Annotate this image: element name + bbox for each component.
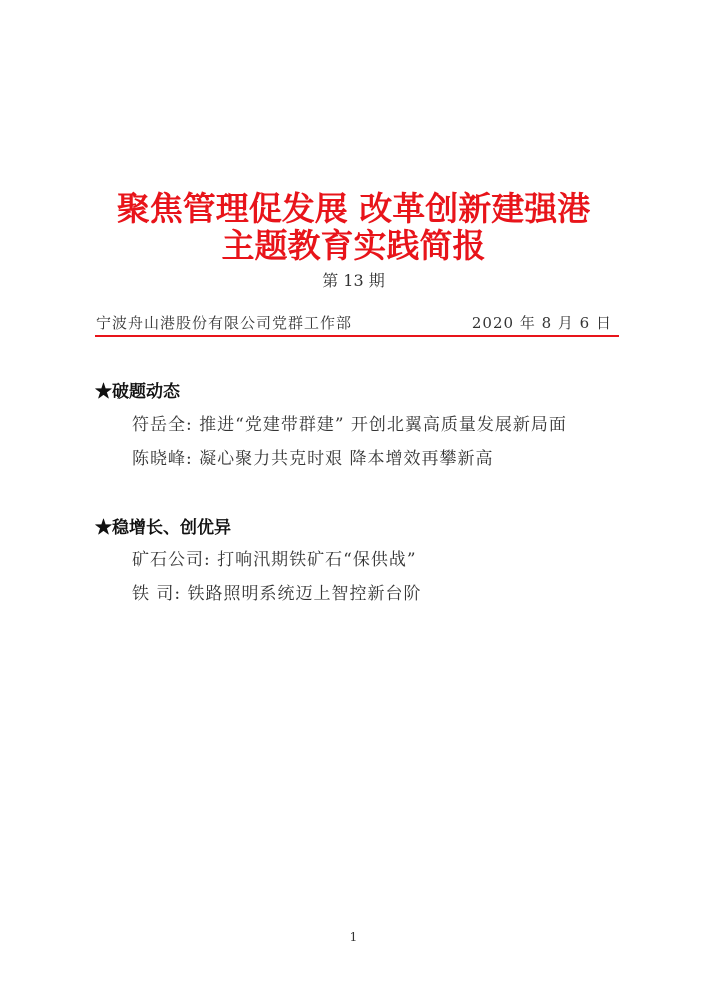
toc-item: 矿石公司: 打响汛期铁矿石“保供战”	[132, 550, 417, 570]
toc-item: 铁 司: 铁路照明系统迈上智控新台阶	[132, 584, 422, 604]
page-number: 1	[349, 930, 358, 944]
toc-item: 陈晓峰: 凝心聚力共克时艰 降本增效再攀新高	[132, 449, 494, 469]
publisher-org: 宁波舟山港股份有限公司党群工作部	[96, 314, 353, 332]
section-heading: ★破题动态	[95, 382, 180, 402]
bulletin-title-line1: 聚焦管理促发展 改革创新建强港	[116, 189, 591, 228]
issue-number: 第 13 期	[322, 271, 385, 290]
publish-date: 2020 年 8 月 6 日	[471, 314, 612, 332]
section-heading: ★稳增长、创优异	[95, 518, 231, 538]
header-divider	[95, 335, 619, 337]
toc-item: 符岳全: 推进“党建带群建” 开创北翼高质量发展新局面	[132, 415, 567, 435]
bulletin-title-line2: 主题教育实践简报	[221, 226, 486, 265]
